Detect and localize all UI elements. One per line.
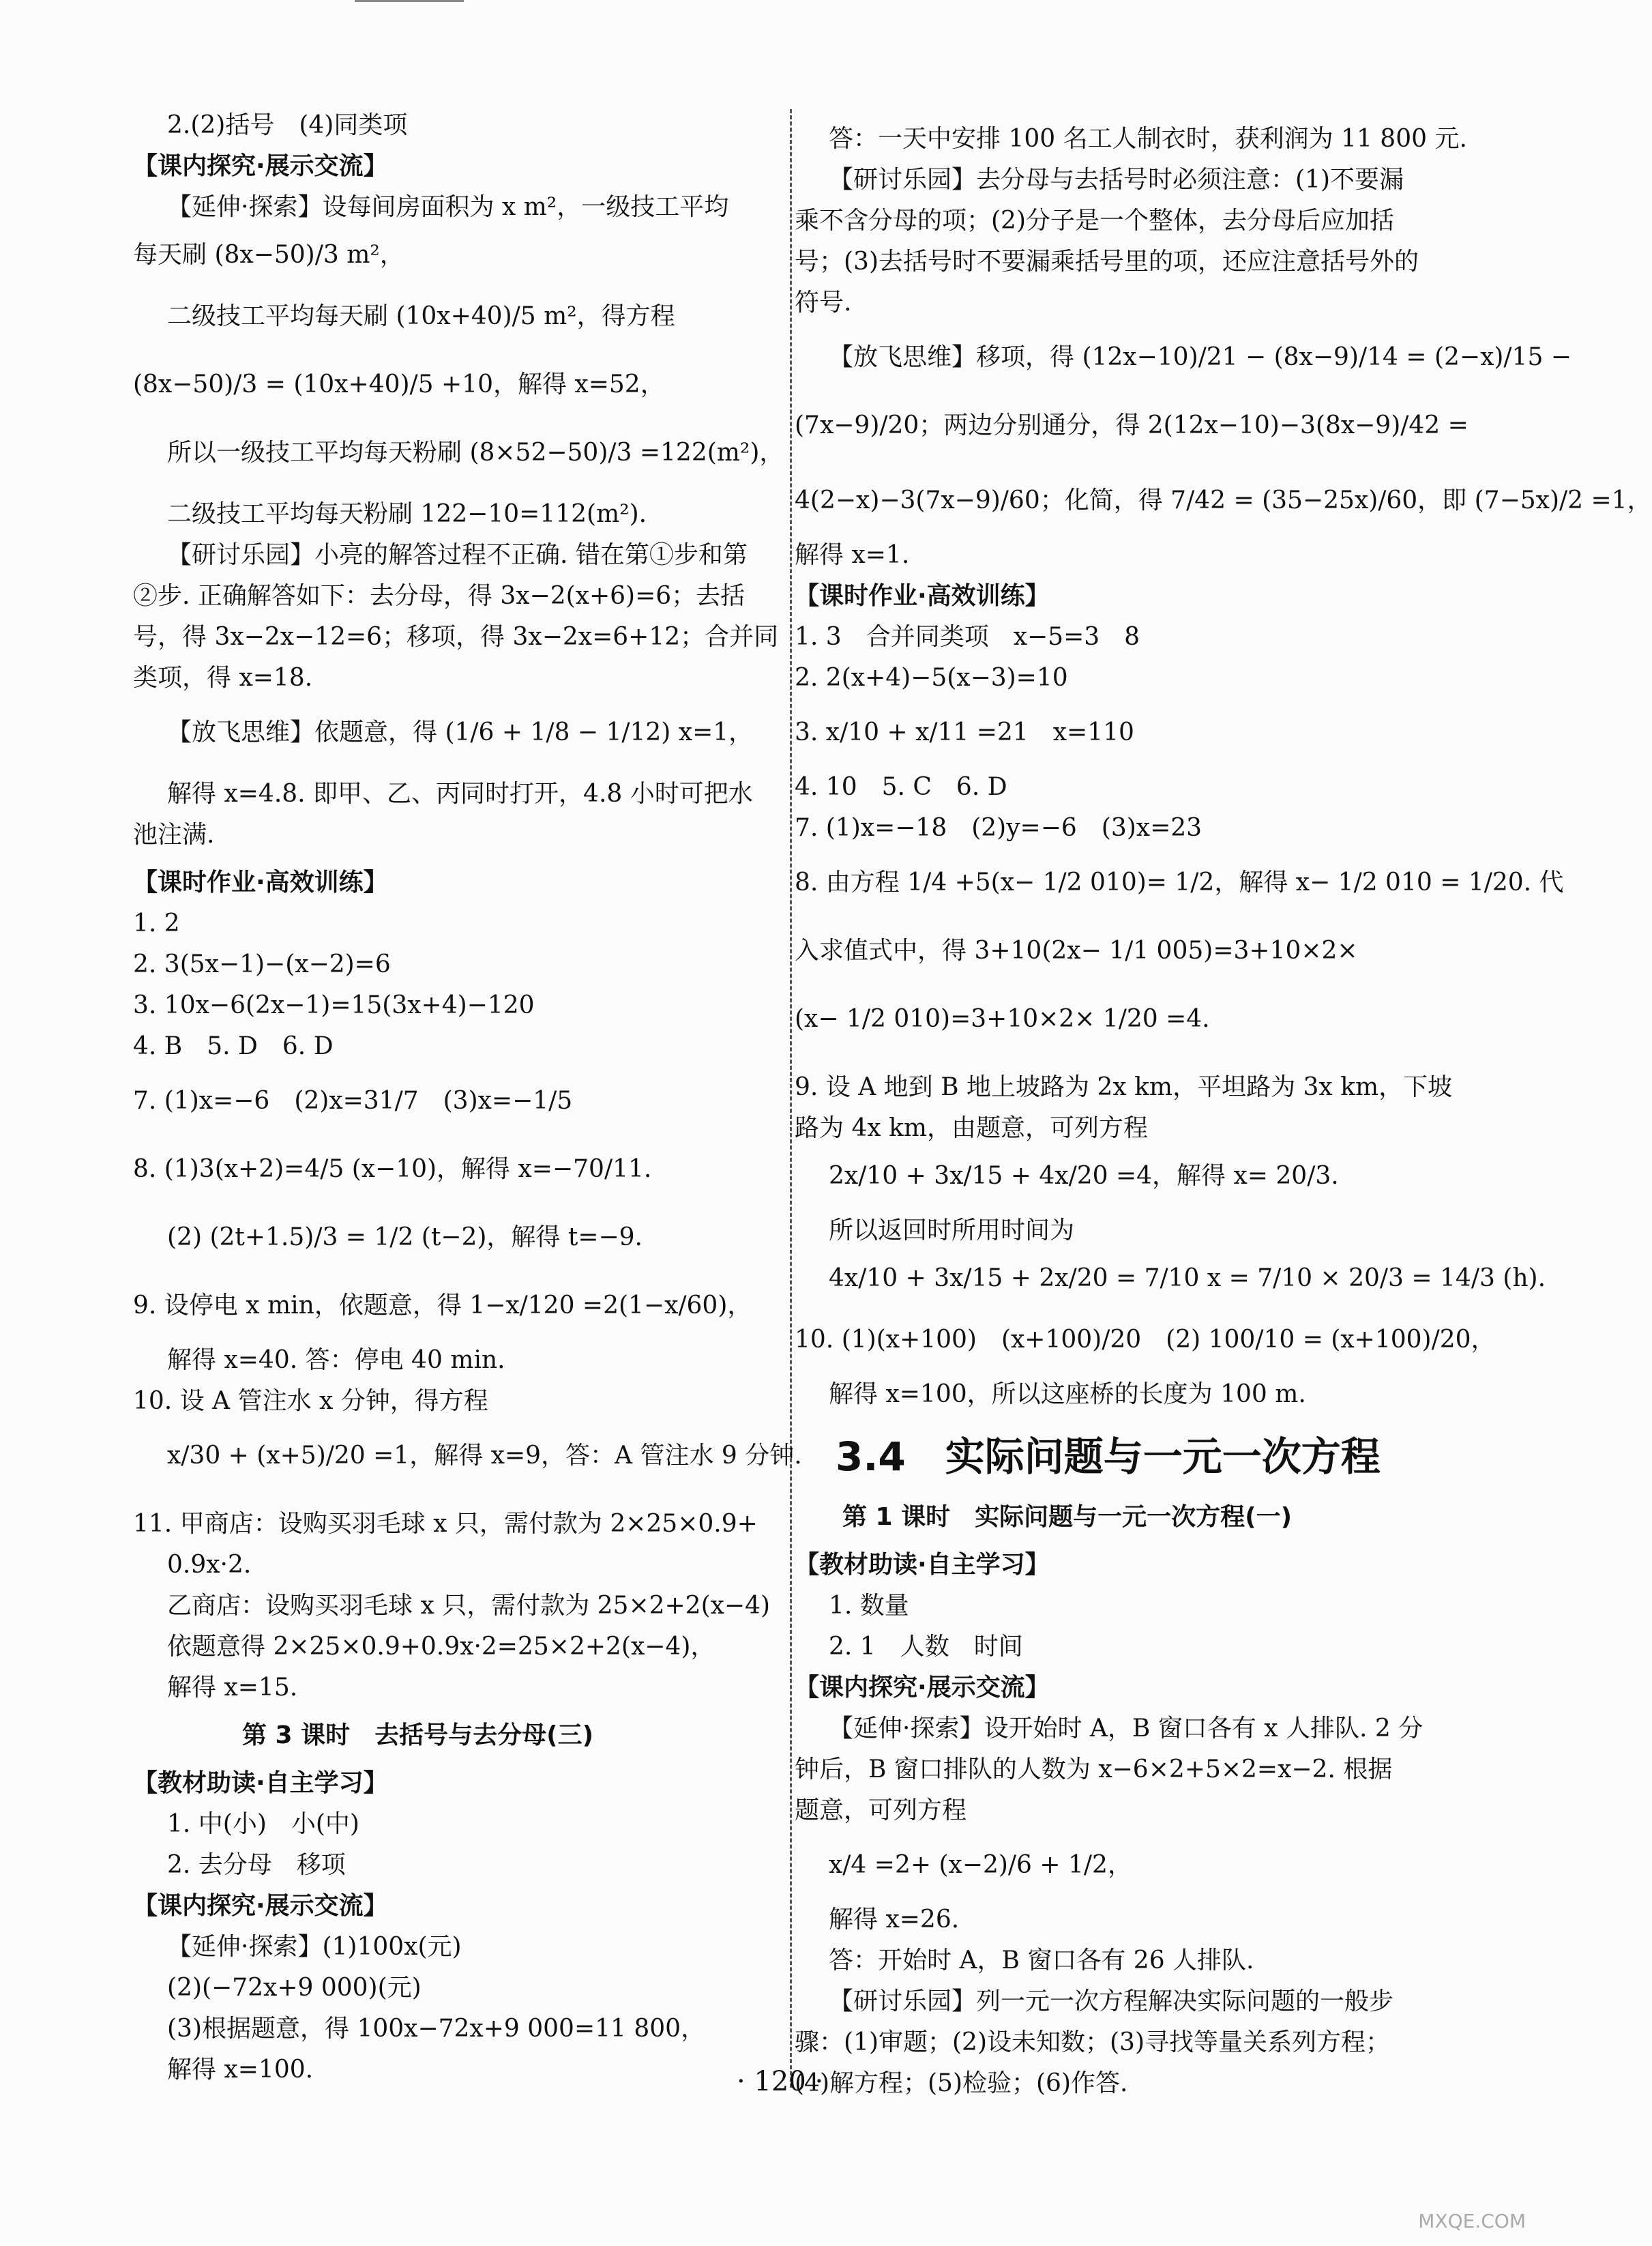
answer-line: 解得 x=15. [167,1674,298,1702]
text-line: 【研讨乐园】列一元一次方程解决实际问题的一般步 [829,1987,1394,2015]
equation-line: x/4 =2+ (x−2)/6 + 1/2， [829,1851,1132,1879]
equation-line: (7x−9)/20；两边分别通分，得 2(12x−10)−3(8x−9)/42 = [795,411,1469,439]
answer-line: 4x/10 + 3x/15 + 2x/20 = 7/10 x = 7/10 × 20/3 = 14/3 (h). [829,1264,1546,1292]
answer-line: 2x/10 + 3x/15 + 4x/20 =4，解得 x= 20/3. [829,1162,1339,1190]
text-line: 2.(2)括号 (4)同类项 [167,111,408,139]
answer-line: 10. 设 A 管注水 x 分钟，得方程 [133,1387,488,1415]
text-line: 号，得 3x−2x−12=6；移项，得 3x−2x=6+12；合并同 [133,623,779,651]
column-divider [790,109,792,2088]
answer-line: 1. 数量 [829,1592,909,1620]
text-line: 题意，可列方程 [795,1796,967,1824]
text-line: 钟后，B 窗口排队的人数为 x−6×2+5×2=x−2. 根据 [795,1755,1393,1783]
answer-line: 2. 去分母 移项 [167,1851,346,1879]
answer-line: 9. 设 A 地到 B 地上坡路为 2x km，平坦路为 3x km，下坡 [795,1073,1453,1101]
page-number: · 120 · [737,2066,824,2097]
answer-line: (2)(−72x+9 000)(元) [167,1974,422,2002]
text-line: 答：开始时 A，B 窗口各有 26 人排队. [829,1946,1254,1974]
section-heading: 【课时作业·高效训练】 [795,582,1050,610]
answer-line: 7. (1)x=−6 (2)x=31/7 (3)x=−1/5 [133,1087,573,1115]
lesson-title: 第 1 课时 实际问题与一元一次方程(一) [842,1503,1293,1531]
text-line: 骤：(1)审题；(2)设未知数；(3)寻找等量关系列方程； [795,2028,1390,2056]
text-line: 解得 x=1. [795,541,910,569]
answer-line: 4. B 5. D 6. D [133,1032,334,1060]
section-heading: 【课内探究·展示交流】 [133,152,388,180]
answer-line: 8. (1)3(x+2)=4/5 (x−10)，解得 x=−70/11. [133,1155,652,1183]
section-title: 3.4 实际问题与一元一次方程 [836,1433,1381,1480]
text-line: 【延伸·探索】设每间房面积为 x m²，一级技工平均 [167,193,729,221]
text-line: 乘不含分母的项；(2)分子是一个整体，去分母后应加括 [795,207,1394,235]
equation-line: 【放飞思维】移项，得 (12x−10)/21 − (8x−9)/14 = (2−x)/15 − [829,343,1572,371]
answer-line: 【延伸·探索】(1)100x(元) [167,1933,462,1961]
answer-line: 3. x/10 + x/11 =21 x=110 [795,718,1134,746]
answer-line: (3)根据题意，得 100x−72x+9 000=11 800， [167,2015,706,2043]
answer-line: (x− 1/2 010)=3+10×2× 1/20 =4. [795,1005,1210,1033]
answer-line: 1. 3 合并同类项 x−5=3 8 [795,623,1140,651]
answer-line: 乙商店：设购买羽毛球 x 只，需付款为 25×2+2(x−4) [167,1592,771,1620]
answer-line: 依题意得 2×25×0.9+0.9x·2=25×2+2(x−4)， [167,1633,716,1661]
text-line: ②步. 正确解答如下：去分母，得 3x−2(x+6)=6；去括 [133,582,746,610]
answer-line: 解得 x=100. [167,2056,314,2084]
answer-line: 3. 10x−6(2x−1)=15(3x+4)−120 [133,991,535,1019]
answer-line: 9. 设停电 x min，依题意，得 1−x/120 =2(1−x/60)， [133,1292,752,1319]
answer-line: 10. (1)(x+100) (x+100)/20 (2) 100/10 = (x+100)/20， [795,1326,1496,1354]
answer-line: 11. 甲商店：设购买羽毛球 x 只，需付款为 2×25×0.9+ [133,1510,758,1538]
answer-line: (2) (2t+1.5)/3 = 1/2 (t−2)，解得 t=−9. [167,1223,643,1251]
answer-line: 8. 由方程 1/4 +5(x− 1/2 010)= 1/2，解得 x− 1/2 010 = 1/20. 代 [795,869,1564,896]
answer-line: 入求值式中，得 3+10(2x− 1/1 005)=3+10×2× [795,937,1358,965]
answer-line: 2. 3(5x−1)−(x−2)=6 [133,950,391,978]
equation-line: (8x−50)/3 = (10x+40)/5 +10，解得 x=52， [133,370,665,398]
answer-line: 2. 2(x+4)−5(x−3)=10 [795,664,1068,692]
text-line: 符号. [795,289,852,317]
answer-line: x/30 + (x+5)/20 =1，解得 x=9，答：A 管注水 9 分钟. [167,1442,802,1470]
text-line: (4)解方程；(5)检验；(6)作答. [795,2069,1128,2097]
text-line: 号；(3)去括号时不要漏乘括号里的项，还应注意括号外的 [795,248,1419,276]
text-line: 二级技工平均每天粉刷 122−10=112(m²). [167,500,647,528]
section-heading: 【教材助读·自主学习】 [133,1769,388,1797]
answer-line: 解得 x=40. 答：停电 40 min. [167,1346,505,1374]
watermark: MXQE.COM [1418,2210,1526,2232]
text-line: 【延伸·探索】设开始时 A，B 窗口各有 x 人排队. 2 分 [829,1715,1424,1742]
answer-line: 解得 x=100，所以这座桥的长度为 100 m. [829,1380,1306,1408]
lesson-title: 第 3 课时 去括号与去分母(三) [242,1721,594,1749]
text-line: 类项，得 x=18. [133,664,313,692]
text-line: 【研讨乐园】小亮的解答过程不正确. 错在第①步和第 [167,541,748,569]
section-heading: 【课内探究·展示交流】 [133,1892,388,1920]
text-line: 解得 x=4.8. 即甲、乙、丙同时打开，4.8 小时可把水 [167,780,753,808]
text-line: 每天刷 (8x−50)/3 m²， [133,241,404,269]
text-line: 池注满. [133,821,215,849]
answer-line: 路为 4x km，由题意，可列方程 [795,1114,1149,1142]
answer-line: 1. 2 [133,909,180,937]
text-line: 所以一级技工平均每天粉刷 (8×52−50)/3 =122(m²)， [167,439,784,467]
answer-line: 1. 中(小) 小(中) [167,1810,359,1838]
text-line: 【研讨乐园】去分母与去括号时必须注意：(1)不要漏 [829,166,1404,194]
answer-line: 7. (1)x=−18 (2)y=−6 (3)x=23 [795,814,1203,842]
answer-line: 4. 10 5. C 6. D [795,773,1007,801]
answer-line: 所以返回时所用时间为 [829,1216,1075,1244]
equation-line: 4(2−x)−3(7x−9)/60；化简，得 7/42 = (35−25x)/60，即 (7−5x)/2 =1， [795,486,1652,514]
answer-line: 0.9x·2. [167,1551,252,1579]
text-line: 解得 x=26. [829,1906,960,1934]
text-line: 【放飞思维】依题意，得 (1/6 + 1/8 − 1/12) x=1， [167,718,754,746]
text-line: 二级技工平均每天刷 (10x+40)/5 m²，得方程 [167,302,675,330]
answer-line: 2. 1 人数 时间 [829,1633,1023,1661]
text-line: 答：一天中安排 100 名工人制衣时，获利润为 11 800 元. [829,125,1467,153]
section-heading: 【教材助读·自主学习】 [795,1551,1050,1579]
section-heading: 【课内探究·展示交流】 [795,1674,1050,1702]
section-heading: 【课时作业·高效训练】 [133,869,388,896]
top-rule [355,0,464,2]
